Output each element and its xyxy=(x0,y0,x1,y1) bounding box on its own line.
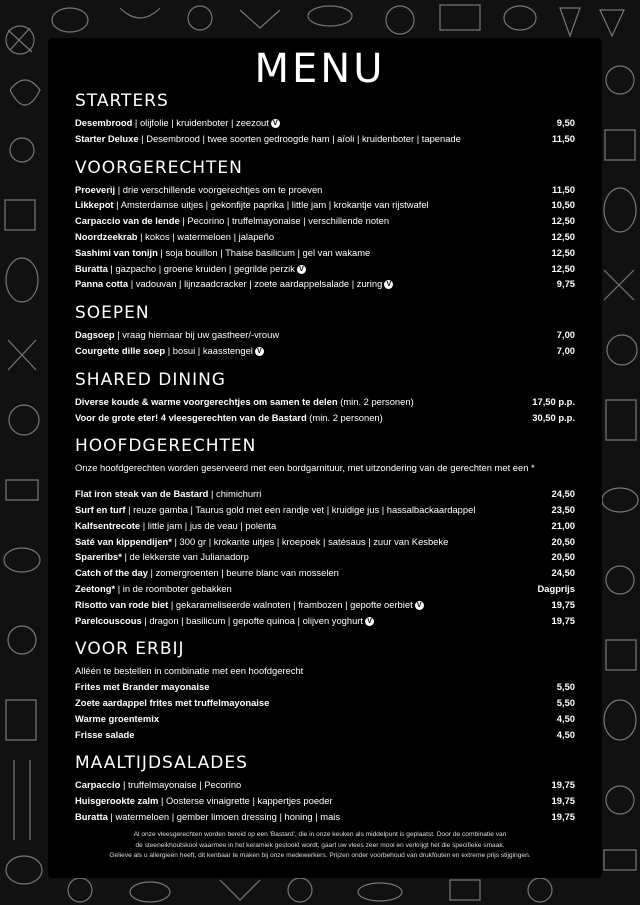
footer-line: de steeneikhoutskool waarmee in het keramiek gestookt wordt, gaart uw vlees zeer mooi en verkrijgt het die specifieke smaak. xyxy=(135,841,505,849)
dish-description: | bosui | kaasstengel xyxy=(165,344,253,356)
menu-item xyxy=(75,613,575,629)
dish-description: | Pecorino | truffelmayonaise | verschillende noten xyxy=(179,215,390,227)
menu-item-text xyxy=(75,131,461,147)
dish-name: Diverse koude & warme voorgerechtjes om samen te delen xyxy=(75,395,338,407)
menu-item xyxy=(75,115,575,131)
dish-price: 20,50 xyxy=(551,535,575,547)
dish-price: 11,50 xyxy=(552,132,575,144)
dish-name: Proeverij xyxy=(75,183,116,195)
menu-item xyxy=(75,131,575,147)
dish-description: | gekarameliseerde walnoten | frambozen | gepofte oerbiet xyxy=(168,598,413,610)
dish-price: Dagprijs xyxy=(537,582,575,594)
dish-description: | Amsterdamse uitjes | gekonfijte paprika | little jam | krokantje van rijstwafel xyxy=(113,199,429,211)
menu-item-text xyxy=(75,597,424,613)
dish-price: 5,50 xyxy=(556,681,575,693)
menu-title: MENU xyxy=(254,46,386,92)
dish-description: | watermeloen | gember limoen dressing | honing | mais xyxy=(107,810,341,822)
dish-price: 4,50 xyxy=(556,728,575,740)
dish-name: Dagsoep xyxy=(75,329,115,341)
menu-item-text xyxy=(75,197,429,213)
dish-description: | reuze gamba | Taurus gold met een randje vet | kruidige jus | hassalbackaardappel xyxy=(125,503,476,515)
menu-item-text xyxy=(75,518,276,534)
menu-item-text xyxy=(75,793,333,809)
section-heading: STARTERS xyxy=(75,91,169,111)
menu-item-text xyxy=(75,343,264,359)
menu-item xyxy=(75,410,575,426)
dish-name: Frisse salade xyxy=(75,728,135,740)
menu-item xyxy=(75,793,575,809)
dish-name: Huisgerookte zalm xyxy=(75,795,159,807)
dish-description: | little jam | jus de veau | polenta xyxy=(140,519,277,531)
dish-price: 30,50 p.p. xyxy=(532,411,575,423)
dish-name: Kalfsentrecote xyxy=(75,519,141,531)
dish-name: Desembrood xyxy=(75,117,133,128)
menu-item xyxy=(75,261,575,277)
dish-price: 12,50 xyxy=(551,262,575,274)
dish-price: 20,50 xyxy=(551,551,575,563)
dish-description: | vadouvan | lijnzaadcracker | zoete aardappelsalade | zuring xyxy=(128,278,383,290)
dish-price: 9,50 xyxy=(556,117,575,128)
menu-item-text xyxy=(75,534,448,550)
menu-item xyxy=(75,486,575,502)
dish-price: 19,75 xyxy=(551,810,575,822)
dish-name: Spareribs* xyxy=(75,551,122,563)
menu-item-text xyxy=(75,549,249,565)
menu-item xyxy=(75,581,575,597)
dish-description: | in de roomboter gebakken xyxy=(115,582,232,594)
dish-price: 4,50 xyxy=(556,712,575,724)
dish-name: Noordzeekrab xyxy=(75,230,138,242)
menu-item-text xyxy=(75,327,279,343)
dish-description: | truffelmayonaise | Pecorino xyxy=(120,779,242,791)
menu-item xyxy=(75,327,575,343)
section-heading: VOORGERECHTEN xyxy=(75,157,243,178)
dish-name: Voor de grote eter! 4 vleesgerechten van de Bastard xyxy=(75,411,307,423)
section-note: Alléén te bestellen in combinatie met een hoofdgerecht xyxy=(75,665,304,677)
footer-line: Gelieve als u allergieën heeft, dit kenbaar te maken bij onze medewerkers. Prijzen onder voorbehoud van drukfouten en extreme prijs stijgingen. xyxy=(109,852,531,859)
dish-price: 19,75 xyxy=(551,779,575,791)
menu-item xyxy=(75,518,575,534)
dish-name: Frites met Brander mayonaise xyxy=(75,681,210,693)
footer-line: Al onze vleesgerechten worden bereid op een 'Bastard', die in onze keuken als middelpunt is geplaatst. Door de combinatie van xyxy=(133,831,507,838)
dish-price: 5,50 xyxy=(556,696,575,708)
dish-name: Carpaccio xyxy=(75,779,121,791)
menu-section xyxy=(75,302,575,359)
dish-name: Warme groentemix xyxy=(75,712,160,724)
dish-price: 24,50 xyxy=(551,567,575,579)
dish-description: (min. 2 personen) xyxy=(337,395,414,407)
menu-item-text xyxy=(75,613,374,629)
vegetarian-icon: V xyxy=(384,280,393,289)
menu-item xyxy=(75,229,575,245)
dish-description: | 300 gr | krokante uitjes | kroepoek | satésaus | zuur van Kesbeke xyxy=(171,535,449,547)
dish-name: Zoete aardappel frites met truffelmayonaise xyxy=(75,696,270,708)
menu-item xyxy=(75,777,575,793)
menu-item-text xyxy=(75,711,159,727)
menu-item-text xyxy=(75,777,241,793)
menu-item-text xyxy=(75,245,370,261)
menu-item xyxy=(75,809,575,825)
vegetarian-icon: V xyxy=(255,347,264,356)
menu-item xyxy=(75,245,575,261)
dish-name: Panna cotta xyxy=(75,278,129,290)
dish-name: Carpaccio van de lende xyxy=(75,215,180,227)
menu-item xyxy=(75,679,575,695)
menu-item-text xyxy=(75,695,269,711)
dish-name: Buratta xyxy=(75,262,108,274)
section-heading: HOOFDGERECHTEN xyxy=(75,436,257,457)
menu-item-text xyxy=(75,502,475,518)
menu-item-text xyxy=(75,565,339,581)
menu-item xyxy=(75,597,575,613)
dish-description: | dragon | basilicum | gepofte quinoa | olijven yoghurt xyxy=(141,614,364,626)
section-heading: MAALTIJDSALADES xyxy=(75,753,248,774)
dish-name: Buratta xyxy=(75,810,108,822)
menu-section xyxy=(75,435,575,628)
dish-name: Risotto van rode biet xyxy=(75,598,169,610)
dish-name: Courgette dille soep xyxy=(75,344,166,356)
menu-item-text xyxy=(75,182,322,198)
dish-price: 21,00 xyxy=(551,519,575,531)
menu-item xyxy=(75,182,575,198)
dish-price: 19,75 xyxy=(551,795,575,807)
menu-item-text xyxy=(75,727,134,743)
dish-name: Likkepot xyxy=(75,199,114,211)
dish-name: Zeetong* xyxy=(75,582,116,594)
dish-description: | drie verschillende voorgerechtjes om te proeven xyxy=(115,183,323,195)
dish-description: | Oosterse vinaigrette | kappertjes poeder xyxy=(158,795,333,807)
menu-item xyxy=(75,565,575,581)
dish-name: Flat iron steak van de Bastard xyxy=(75,488,209,500)
dish-name: Parelcouscous xyxy=(75,614,142,626)
menu-item-text xyxy=(75,229,274,245)
menu-section xyxy=(75,157,575,293)
menu-item xyxy=(75,549,575,565)
menu-item-text xyxy=(75,581,232,597)
vegetarian-icon: V xyxy=(415,601,424,610)
menu-item-text xyxy=(75,276,393,292)
menu-section xyxy=(75,369,575,426)
menu-section xyxy=(75,638,575,742)
menu-content xyxy=(75,90,575,825)
dish-price: 23,50 xyxy=(551,503,575,515)
dish-price: 12,50 xyxy=(551,246,575,258)
dish-name: Starter Deluxe xyxy=(75,132,139,144)
dish-price: 24,50 xyxy=(551,488,575,500)
menu-item-text xyxy=(75,410,383,426)
dish-description: (min. 2 personen) xyxy=(306,411,383,423)
vegetarian-icon: V xyxy=(297,265,306,274)
dish-description: | kokos | watermeloen | jalapeño xyxy=(137,230,275,242)
menu-item xyxy=(75,727,575,743)
menu-item xyxy=(75,502,575,518)
dish-description: | chimichurri xyxy=(208,488,262,500)
menu-item xyxy=(75,276,575,292)
section-heading: SOEPEN xyxy=(75,303,150,324)
dish-name: Saté van kippendijen* xyxy=(75,535,172,547)
menu-item xyxy=(75,197,575,213)
dish-description: | de lekkerste van Julianadorp xyxy=(121,551,249,563)
menu-item-text xyxy=(75,115,280,131)
dish-price: 12,50 xyxy=(551,230,575,242)
dish-price: 7,00 xyxy=(556,344,575,356)
footer-note xyxy=(60,830,580,862)
menu-item xyxy=(75,711,575,727)
menu-item-text xyxy=(75,261,306,277)
menu-item-text xyxy=(75,486,261,502)
menu-section xyxy=(75,752,575,824)
dish-price: 17,50 p.p. xyxy=(532,395,575,407)
dish-price: 7,00 xyxy=(556,329,575,341)
menu-item xyxy=(75,695,575,711)
dish-description: | Desembrood | twee soorten gedroogde ham | aïoli | kruidenboter | tapenade xyxy=(138,132,461,144)
dish-price: 19,75 xyxy=(551,614,575,626)
dish-description: | olijfolie | kruidenboter | zeezout xyxy=(132,117,269,128)
dish-price: 19,75 xyxy=(551,598,575,610)
section-heading: SHARED DINING xyxy=(75,369,226,390)
dish-description: | soja bouillon | Thaise basilicum | gel van wakame xyxy=(157,246,371,258)
dish-description: | zomergroenten | beurre blanc van mosselen xyxy=(147,567,339,579)
dish-name: Surf en turf xyxy=(75,503,126,515)
dish-price: 12,50 xyxy=(551,215,575,227)
menu-item-text xyxy=(75,679,209,695)
menu-item xyxy=(75,343,575,359)
menu-item-text xyxy=(75,394,414,410)
dish-price: 9,75 xyxy=(556,278,575,290)
dish-description: | vraag hiernaar bij uw gastheer/-vrouw xyxy=(114,329,280,341)
menu-item xyxy=(75,213,575,229)
menu-item-text xyxy=(75,213,389,229)
section-note: Onze hoofdgerechten worden geserveerd met een bordgarnituur, met uitzondering van de gerechten met een * xyxy=(75,462,535,474)
vegetarian-icon: V xyxy=(271,119,280,128)
section-heading: VOOR ERBIJ xyxy=(75,639,185,660)
menu-item xyxy=(75,534,575,550)
dish-description: | gazpacho | groene kruiden | gegrilde perzik xyxy=(107,262,295,274)
menu-section xyxy=(75,90,575,147)
dish-price: 10,50 xyxy=(551,199,575,211)
dish-name: Catch of the day xyxy=(75,567,148,579)
dish-name: Sashimi van tonijn xyxy=(75,246,158,258)
menu-item xyxy=(75,394,575,410)
dish-price: 11,50 xyxy=(552,183,575,195)
vegetarian-icon: V xyxy=(365,617,374,626)
menu-item-text xyxy=(75,809,340,825)
